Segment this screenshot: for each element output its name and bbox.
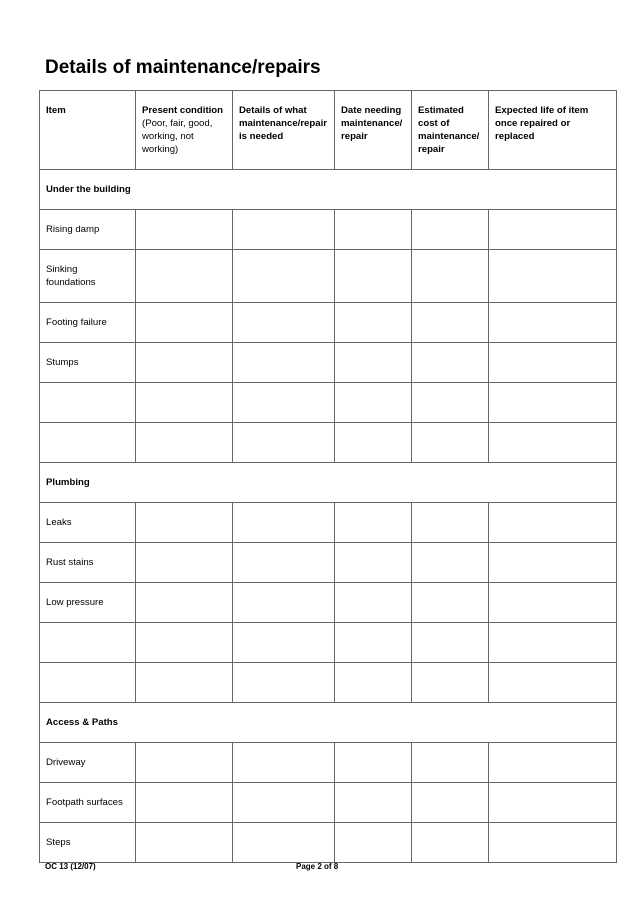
entry-cell[interactable] bbox=[412, 663, 489, 703]
entry-cell[interactable] bbox=[136, 583, 233, 623]
entry-cell[interactable] bbox=[412, 543, 489, 583]
entry-cell[interactable] bbox=[335, 503, 412, 543]
entry-cell[interactable] bbox=[335, 823, 412, 863]
item-label: Low pressure bbox=[40, 583, 136, 623]
item-label: Footing failure bbox=[40, 303, 136, 343]
entry-cell[interactable] bbox=[412, 383, 489, 423]
section-heading: Plumbing bbox=[40, 463, 617, 503]
entry-cell[interactable] bbox=[233, 663, 335, 703]
table-row bbox=[40, 383, 617, 423]
entry-cell[interactable] bbox=[233, 503, 335, 543]
column-header-cost: Estimated cost of maintenance/ repair bbox=[412, 91, 489, 170]
entry-cell[interactable] bbox=[233, 303, 335, 343]
table-row bbox=[40, 250, 617, 303]
entry-cell[interactable] bbox=[412, 583, 489, 623]
entry-cell[interactable] bbox=[489, 423, 617, 463]
entry-cell[interactable] bbox=[136, 303, 233, 343]
entry-cell[interactable] bbox=[136, 743, 233, 783]
entry-cell[interactable] bbox=[489, 303, 617, 343]
item-label bbox=[40, 663, 136, 703]
column-header-details: Details of what maintenance/repair is needed bbox=[233, 91, 335, 170]
entry-cell[interactable] bbox=[489, 503, 617, 543]
entry-cell[interactable] bbox=[335, 343, 412, 383]
entry-cell[interactable] bbox=[233, 343, 335, 383]
entry-cell[interactable] bbox=[335, 783, 412, 823]
table-row bbox=[40, 783, 617, 823]
entry-cell[interactable] bbox=[335, 743, 412, 783]
entry-cell[interactable] bbox=[489, 583, 617, 623]
entry-cell[interactable] bbox=[233, 783, 335, 823]
entry-cell[interactable] bbox=[412, 823, 489, 863]
entry-cell[interactable] bbox=[412, 343, 489, 383]
entry-cell[interactable] bbox=[335, 303, 412, 343]
entry-cell[interactable] bbox=[335, 250, 412, 303]
entry-cell[interactable] bbox=[335, 383, 412, 423]
entry-cell[interactable] bbox=[233, 383, 335, 423]
table-header-row bbox=[40, 91, 617, 170]
entry-cell[interactable] bbox=[233, 743, 335, 783]
entry-cell[interactable] bbox=[412, 250, 489, 303]
table-row bbox=[40, 303, 617, 343]
entry-cell[interactable] bbox=[412, 783, 489, 823]
column-header-date: Date needing maintenance/ repair bbox=[335, 91, 412, 170]
item-label: Driveway bbox=[40, 743, 136, 783]
item-label: Rust stains bbox=[40, 543, 136, 583]
section-row bbox=[40, 703, 617, 743]
entry-cell[interactable] bbox=[489, 623, 617, 663]
entry-cell[interactable] bbox=[136, 383, 233, 423]
entry-cell[interactable] bbox=[335, 423, 412, 463]
table-row bbox=[40, 663, 617, 703]
item-label bbox=[40, 623, 136, 663]
maintenance-table bbox=[39, 90, 617, 863]
entry-cell[interactable] bbox=[489, 823, 617, 863]
item-label bbox=[40, 423, 136, 463]
entry-cell[interactable] bbox=[335, 543, 412, 583]
column-header-item: Item bbox=[40, 91, 136, 170]
entry-cell[interactable] bbox=[233, 210, 335, 250]
entry-cell[interactable] bbox=[136, 783, 233, 823]
entry-cell[interactable] bbox=[489, 383, 617, 423]
table-row bbox=[40, 823, 617, 863]
entry-cell[interactable] bbox=[233, 250, 335, 303]
entry-cell[interactable] bbox=[489, 210, 617, 250]
section-heading: Access & Paths bbox=[40, 703, 617, 743]
entry-cell[interactable] bbox=[233, 583, 335, 623]
entry-cell[interactable] bbox=[489, 743, 617, 783]
entry-cell[interactable] bbox=[489, 663, 617, 703]
entry-cell[interactable] bbox=[136, 250, 233, 303]
section-heading: Under the building bbox=[40, 170, 617, 210]
table-row bbox=[40, 503, 617, 543]
item-label bbox=[40, 383, 136, 423]
table-row bbox=[40, 743, 617, 783]
item-label: Sinking foundations bbox=[40, 250, 136, 303]
entry-cell[interactable] bbox=[335, 623, 412, 663]
page-title: Details of maintenance/repairs bbox=[45, 57, 321, 78]
item-label: Stumps bbox=[40, 343, 136, 383]
entry-cell[interactable] bbox=[489, 783, 617, 823]
entry-cell[interactable] bbox=[335, 210, 412, 250]
table-row bbox=[40, 423, 617, 463]
table-row bbox=[40, 623, 617, 663]
entry-cell[interactable] bbox=[136, 543, 233, 583]
entry-cell[interactable] bbox=[412, 303, 489, 343]
entry-cell[interactable] bbox=[136, 210, 233, 250]
page-number: Page 2 of 8 bbox=[296, 862, 339, 871]
entry-cell[interactable] bbox=[136, 423, 233, 463]
form-code: OC 13 (12/07) bbox=[45, 862, 96, 871]
entry-cell[interactable] bbox=[233, 543, 335, 583]
entry-cell[interactable] bbox=[412, 423, 489, 463]
item-label: Footpath surfaces bbox=[40, 783, 136, 823]
entry-cell[interactable] bbox=[136, 343, 233, 383]
entry-cell[interactable] bbox=[335, 583, 412, 623]
entry-cell[interactable] bbox=[136, 663, 233, 703]
entry-cell[interactable] bbox=[489, 543, 617, 583]
table-row bbox=[40, 343, 617, 383]
entry-cell[interactable] bbox=[136, 503, 233, 543]
section-row bbox=[40, 170, 617, 210]
entry-cell[interactable] bbox=[136, 623, 233, 663]
entry-cell[interactable] bbox=[233, 823, 335, 863]
section-row bbox=[40, 463, 617, 503]
entry-cell[interactable] bbox=[233, 623, 335, 663]
entry-cell[interactable] bbox=[412, 503, 489, 543]
entry-cell[interactable] bbox=[412, 210, 489, 250]
entry-cell[interactable] bbox=[489, 250, 617, 303]
entry-cell[interactable] bbox=[412, 623, 489, 663]
table-row bbox=[40, 543, 617, 583]
table-row bbox=[40, 210, 617, 250]
entry-cell[interactable] bbox=[335, 663, 412, 703]
entry-cell[interactable] bbox=[136, 823, 233, 863]
column-header-present-condition: Present condition (Poor, fair, good, working, not working) bbox=[136, 91, 233, 170]
entry-cell[interactable] bbox=[412, 743, 489, 783]
table-row bbox=[40, 583, 617, 623]
item-label: Leaks bbox=[40, 503, 136, 543]
entry-cell[interactable] bbox=[489, 343, 617, 383]
column-header-expected-life: Expected life of item once repaired or replaced bbox=[489, 91, 617, 170]
item-label: Rising damp bbox=[40, 210, 136, 250]
column-header-subtext: (Poor, fair, good, working, not working) bbox=[142, 118, 213, 155]
item-label: Steps bbox=[40, 823, 136, 863]
entry-cell[interactable] bbox=[233, 423, 335, 463]
